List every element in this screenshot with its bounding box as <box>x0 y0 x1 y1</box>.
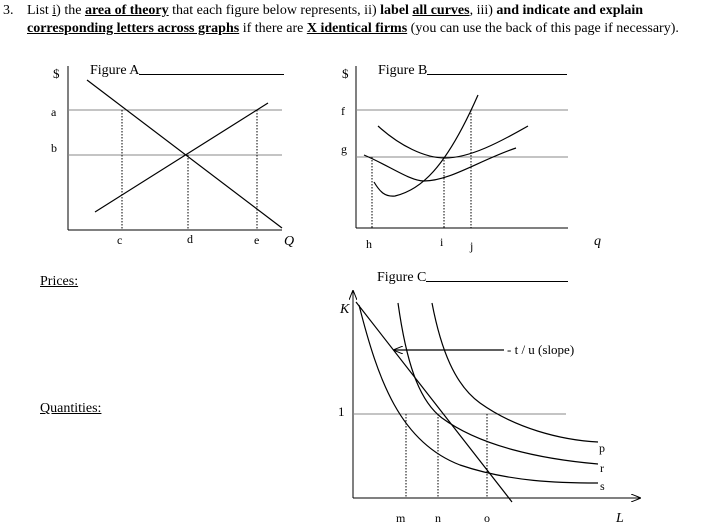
figure-c-x-axis-label: L <box>616 511 624 526</box>
figure-a-demand-curve <box>87 80 282 228</box>
figure-b-label-j: j <box>470 239 474 253</box>
figure-c-label-m: m <box>396 511 406 525</box>
figure-a-label-c: c <box>117 233 123 247</box>
figure-a-title: Figure A <box>90 63 284 79</box>
figure-b-label-f: f <box>341 104 345 118</box>
figure-b-x-axis-label: q <box>594 234 601 249</box>
figure-b-atc-curve <box>378 126 528 158</box>
figure-b-label-g: g <box>341 142 347 156</box>
figure-c-label-s: s <box>600 479 605 493</box>
question-number: 3. <box>3 3 14 18</box>
figure-c-label-p: p <box>599 441 605 455</box>
figure-b-y-axis-label: $ <box>342 66 349 81</box>
figure-c-isoquant-r <box>398 303 598 464</box>
prices-label: Prices: <box>40 274 79 289</box>
figure-a-label-a: a <box>51 105 57 119</box>
figure-c-label-r: r <box>600 461 604 475</box>
question-body: List i) the area of theory that each figure below represents, ii) label all curves, iii) and indicate and explain corresponding letters across graphs if there are X identical firms (you can use the back of this page if necessary). <box>27 3 679 36</box>
figure-a-y-axis-label: $ <box>53 66 60 81</box>
figure-a-label-b: b <box>51 141 57 155</box>
figure-c-label-o: o <box>484 511 490 525</box>
figure-c-slope-label: - t / u (slope) <box>507 342 575 357</box>
figure-a-supply-curve <box>95 103 268 212</box>
quantities-label: Quantities: <box>40 401 102 416</box>
figure-c-isocost-line <box>356 302 512 502</box>
figure-c <box>338 291 640 526</box>
figure-c-isoquant-s <box>359 305 598 483</box>
figure-a-x-axis-label: Q <box>284 234 295 249</box>
figure-a <box>51 66 294 249</box>
figure-c-y-axis-label: K <box>340 302 350 317</box>
figure-a-label-e: e <box>254 233 260 247</box>
figure-c-isoquant-p <box>432 303 598 442</box>
figure-b-title: Figure B <box>378 63 567 79</box>
figure-b-avc-curve <box>364 148 516 181</box>
figure-b <box>341 66 601 253</box>
figure-b-label-i: i <box>440 235 444 249</box>
figure-b-label-h: h <box>366 237 372 251</box>
figure-a-label-d: d <box>187 232 193 246</box>
figure-c-title: Figure C <box>377 270 568 286</box>
figure-c-label-one: 1 <box>338 404 345 419</box>
figure-c-label-n: n <box>435 511 441 525</box>
